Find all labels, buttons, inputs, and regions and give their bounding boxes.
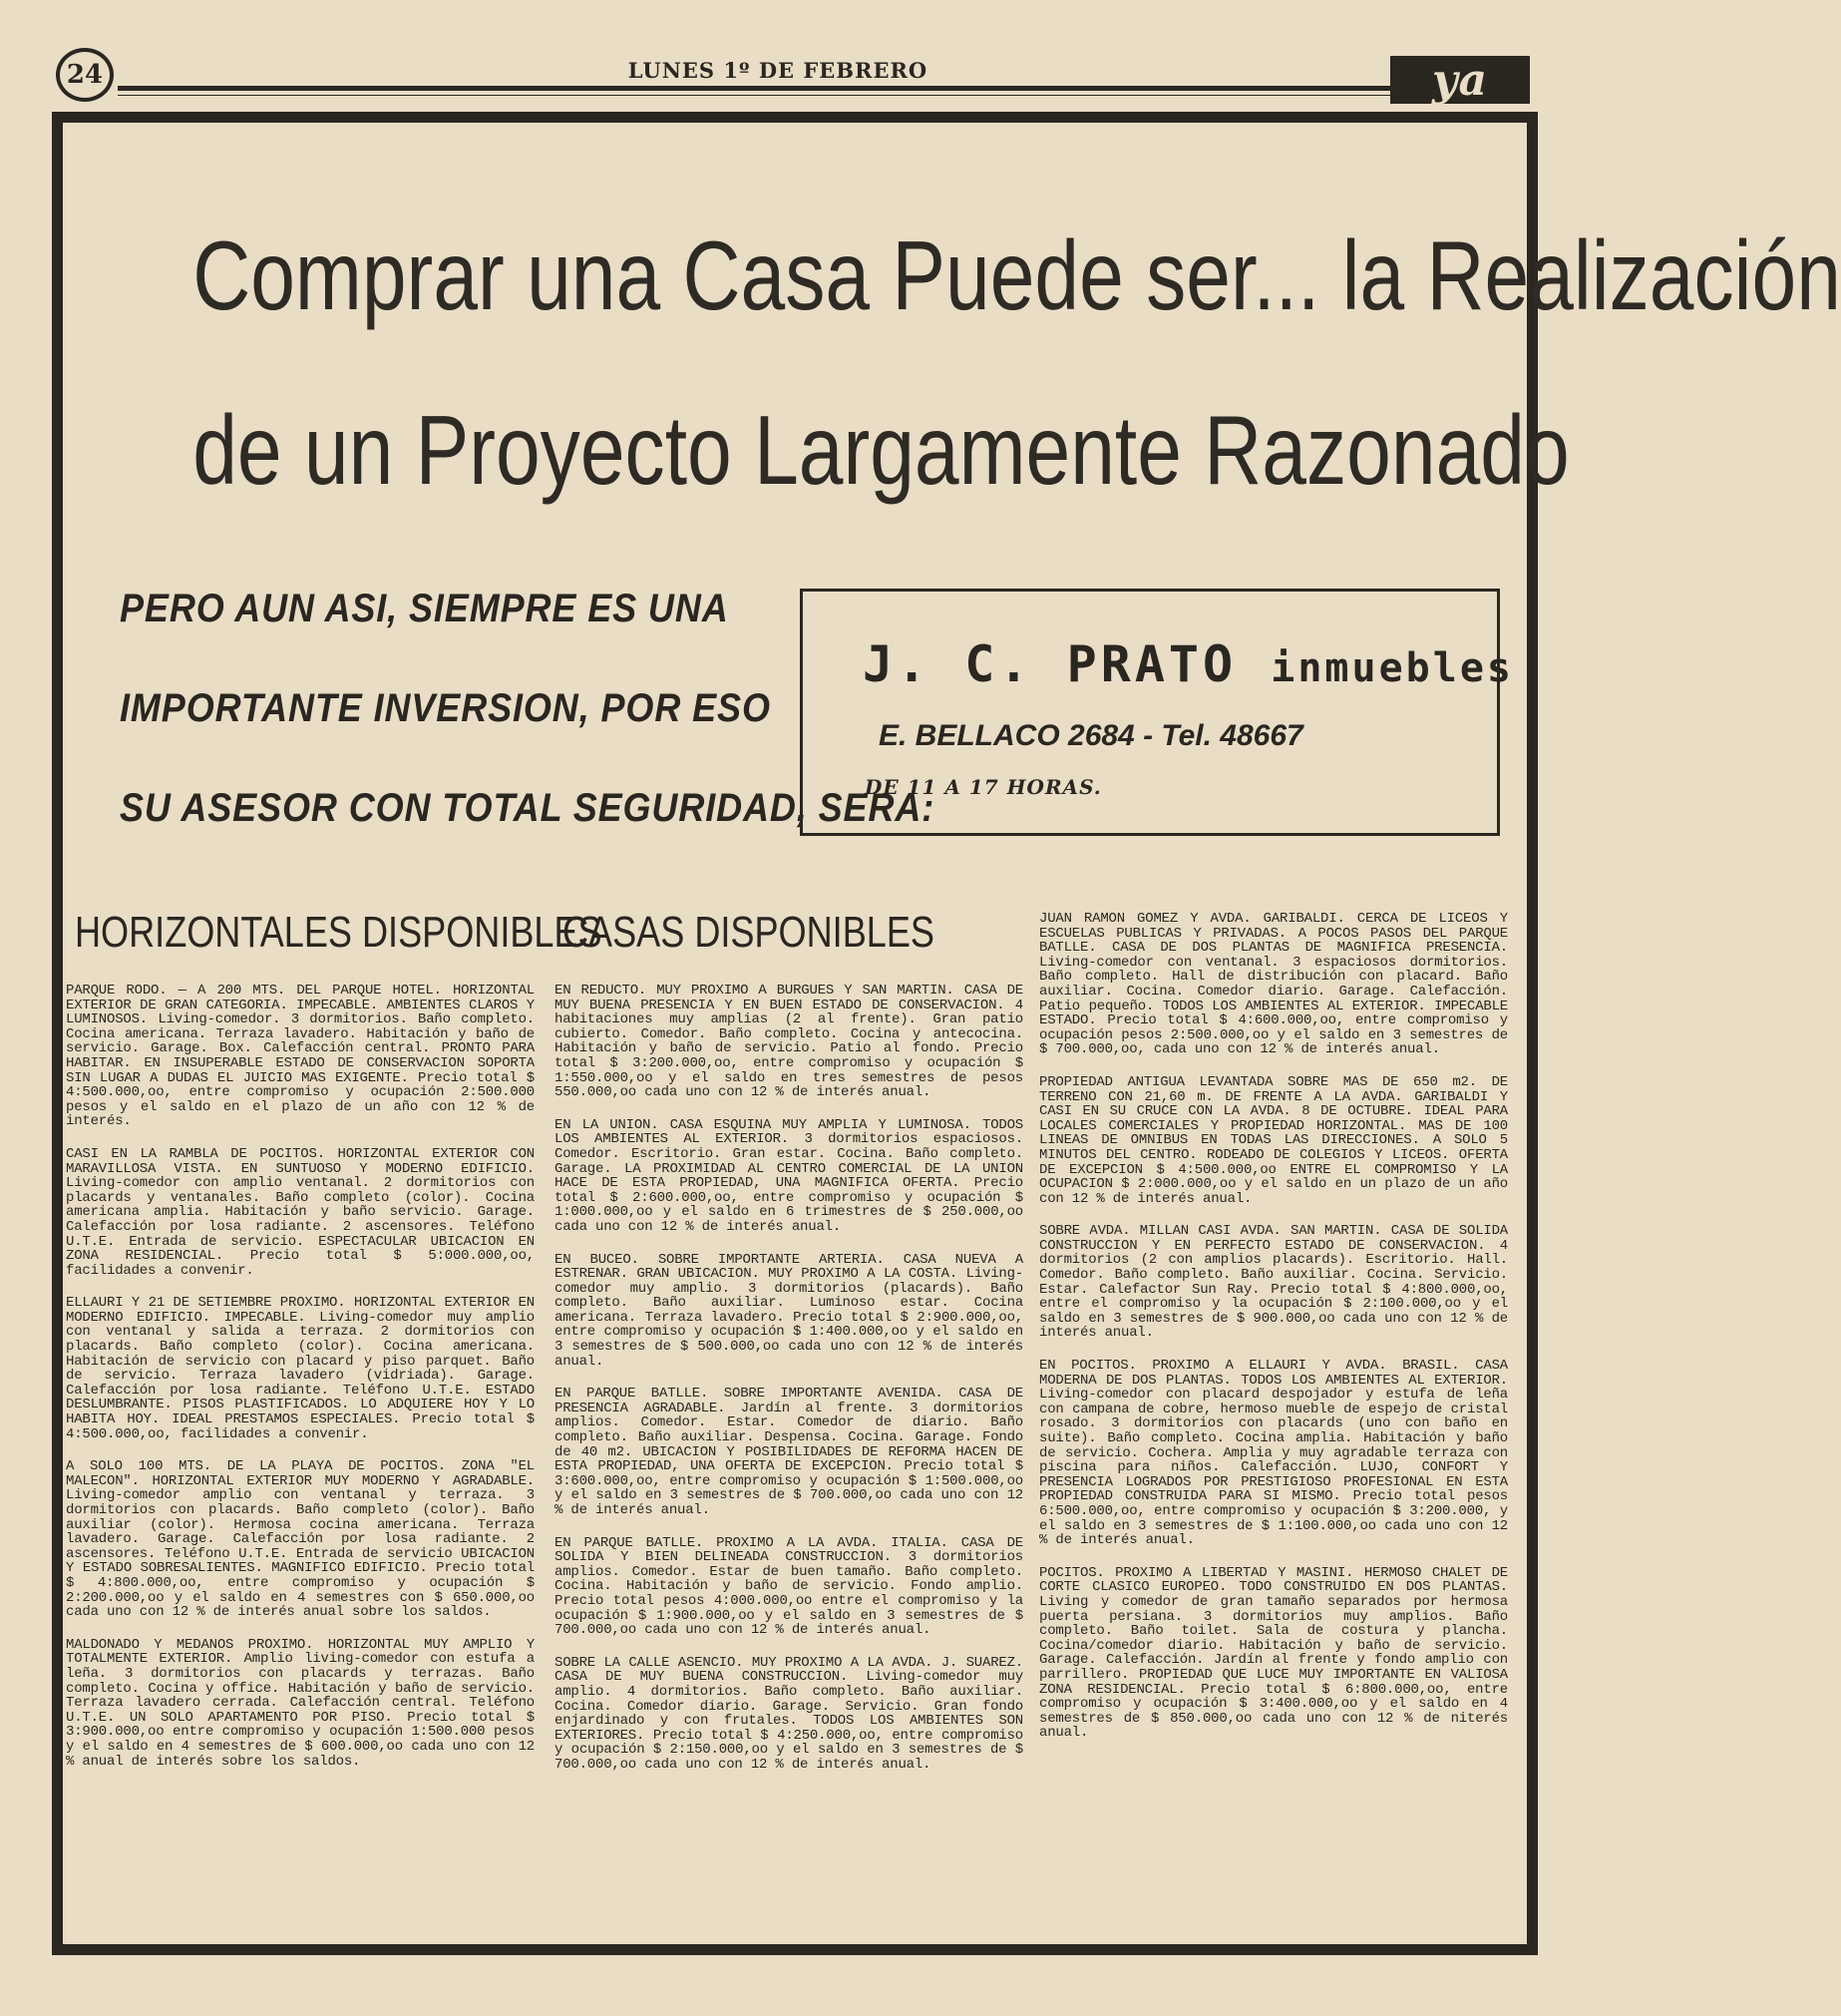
lead-line-2: IMPORTANTE INVERSION, POR ESO <box>120 686 771 730</box>
listing: EN BUCEO. SOBRE IMPORTANTE ARTERIA. CASA NUEVA A ESTRENAR. GRAN UBICACION. MUY PROXIMO A LA COSTA. Living-comedor muy amplio. 3 dormitorios (placards). Baño completo. Baño auxiliar. Luminoso estar. Cocina americana. Terraza lavadero. Precio total $ 2:900.000,oo, entre compromiso y ocupación $ 1:400.000,oo y el saldo en 3 semestres de $ 500.000,oo cada uno con 12 % de interés anual. <box>554 1251 1023 1370</box>
listing: SOBRE AVDA. MILLAN CASI AVDA. SAN MARTIN. CASA DE SOLIDA CONSTRUCCION Y EN PERFECTO ESTADO DE CONSERVACION. 4 dormitorios (2 con amplios placards). Escritorio. Hall. Comedor. Baño completo. Baño auxiliar. Cocina. Servicio. Estar. Calefactor Sun Ray. Precio total $ 4:800.000,oo, entre el compromiso y la ocupación $ 2:100.000,oo y el saldo en 3 semestres de $ 900.000,oo cada uno con 12 % de interés anual. <box>1039 1223 1508 1342</box>
listing: PROPIEDAD ANTIGUA LEVANTADA SOBRE MAS DE 650 m2. DE TERRENO CON 21,60 m. DE FRENTE A LA AVDA. GARIBALDI Y CASI EN SU CRUCE CON LA AVDA. 8 DE OCTUBRE. IDEAL PARA LOCALES COMERCIALES Y PROPIEDAD HORIZONTAL. MAS DE 100 LINEAS DE OMNIBUS EN TODAS LAS DIRECCIONES. A SOLO 5 MINUTOS DEL CENTRO. RODEADO DE COLEGIOS Y LICEOS. OFERTA DE EXCEPCION $ 4:500.000,oo ENTRE EL COMPROMISO Y LA OCUPACION $ 2:000.000,oo y el saldo en un plazo de un año con 12 % de interés anual. <box>1039 1073 1508 1207</box>
firm-box <box>800 589 1514 836</box>
listings-column-1 <box>66 984 535 1787</box>
header-rule-thin <box>118 95 1390 96</box>
listing: EN LA UNION. CASA ESQUINA MUY AMPLIA Y LUMINOSA. TODOS LOS AMBIENTES AL EXTERIOR. 3 dormitorios espaciosos. Comedor. Escritorio. Gran estar. Cocina. Baño completo. Garage. LA PROXIMIDAD AL CENTRO COMERCIAL DE LA UNION HACE DE ESTA PROPIEDAD, UNA MAGNIFICA OFERTA. Precio total $ 2:600.000,oo, entre compromiso y ocupación $ 1:000.000,oo y el saldo en 6 trimestres de $ 250.000,oo cada uno con 12 % de interés anual. <box>554 1116 1023 1235</box>
firm-name: J. C. PRATO <box>863 635 1238 693</box>
page-number: 24 <box>56 48 114 102</box>
lead-line-1: PERO AUN ASI, SIEMPRE ES UNA <box>120 587 729 630</box>
listings-column-2 <box>554 984 1023 1791</box>
firm-suffix: inmuebles <box>1271 645 1514 691</box>
listing: JUAN RAMON GOMEZ Y AVDA. GARIBALDI. CERCA DE LICEOS Y ESCUELAS PUBLICAS Y PRIVADAS. A POCOS PASOS DEL PARQUE BATLLE. CASA DE DOS PLANTAS DE MAGNIFICA PRESENCIA. Living-comedor con ventanal. 3 espaciosos dormitorios. Baño completo. Hall de distribución con placard. Baño auxiliar. Cocina. Comedor diario. Garage. Calefacción. Patio pequeño. TODOS LOS AMBIENTES AL EXTERIOR. IMPECABLE ESTADO. Precio total $ 4:600.000,oo, entre compromiso y ocupación pesos 2:500.000,oo y el saldo en 3 semestres de $ 700.000,oo, cada uno con 12 % de interés anual. <box>1039 911 1508 1058</box>
listing: SOBRE LA CALLE ASENCIO. MUY PROXIMO A LA AVDA. J. SUAREZ. CASA DE MUY BUENA CONSTRUCCION. Living-comedor muy amplio. 4 dormitorios. Baño completo. Baño auxiliar. Cocina. Comedor diario. Garage. Servicio. Gran fondo enjardinado y con frutales. TODOS LOS AMBIENTES SON EXTERIORES. Precio total $ 4:250.000,oo, entre compromiso y ocupación $ 2:150.000,oo y el saldo en 3 semestres de $ 700.000,oo cada uno con 12 % de interés anual. <box>554 1654 1023 1773</box>
newspaper-logo: ya <box>1390 56 1530 104</box>
listing: EN PARQUE BATLLE. PROXIMO A LA AVDA. ITALIA. CASA DE SOLIDA Y BIEN DELINEADA CONSTRUCCION. 3 dormitorios amplios. Comedor. Estar de buen tamaño. Baño completo. Cocina. Habitación y baño de servicio. Fondo amplio. Precio total pesos 4:000.000,oo entre el compromiso y la ocupación $ 1:900.000,oo y el saldo en 3 semestres de $ 700.000,oo cada uno con 12 % de interés anual. <box>554 1534 1023 1639</box>
lead-line-3: SU ASESOR CON TOTAL SEGURIDAD, SERA: <box>120 786 935 830</box>
headline-line-2: de un Proyecto Largamente Razonado <box>192 395 1570 505</box>
listing: MALDONADO Y MEDANOS PROXIMO. HORIZONTAL MUY AMPLIO Y TOTALMENTE EXTERIOR. Amplio living-comedor con estufa a leña. 3 dormitorios con placards y terrazas. Baño completo. Cocina y office. Habitación y baño de servicio. Terraza lavadero cerrada. Calefacción central. Teléfono U.T.E. UN SOLO APARTAMENTO POR PISO. Precio total $ 3:900.000,oo entre compromiso y ocupación 1:500.000 pesos y el saldo en 4 semestres de $ 600.000,oo cada uno con 12 % anual de interés sobre los saldos. <box>66 1636 535 1770</box>
firm-hours: DE 11 A 17 HORAS. <box>865 775 1102 799</box>
firm-address: E. BELLACO 2684 - Tel. 48667 <box>879 719 1303 752</box>
headline-line-1: Comprar una Casa Puede ser... la Realización <box>192 220 1841 330</box>
listing: EN POCITOS. PROXIMO A ELLAURI Y AVDA. BRASIL. CASA MODERNA DE DOS PLANTAS. TODOS LOS AMBIENTES AL EXTERIOR. Living-comedor con placard despojador y estufa de leña con campana de cobre, hermoso mueble de espejo de cristal rosado. 3 dormitorios con placards (uno con baño en suite). Baño completo. Cocina amplia. Habitación y baño de servicio. Cochera. Amplia y muy agradable terraza con piscina para niños. Calefacción. LUJO, CONFORT Y PRESENCIA LOGRADOS POR PRESTIGIOSO PROFESIONAL EN ESTA PROPIEDAD CONSTRUIDA PARA SI MISMO. Precio total pesos 6:500.000,oo, entre compromiso y ocupación $ 3:200.000, y el saldo en 3 semestres de $ 1:100.000,oo cada uno con 12 % de interés anual. <box>1039 1358 1508 1549</box>
section-title-horizontales: HORIZONTALES DISPONIBLES <box>75 908 602 957</box>
listing: EN REDUCTO. MUY PROXIMO A BURGUES Y SAN MARTIN. CASA DE MUY BUENA PRESENCIA Y EN BUEN ESTADO DE CONSERVACION. 4 habitaciones muy amplias (2 al frente). Gran patio cubierto. Comedor. Baño completo. Cocina y antecocina. Habitación y baño de servicio. Patio al fondo. Precio total $ 3:200.000,oo, entre compromiso y ocupación $ 1:550.000,oo y el saldo en tres semestres de pesos 550.000,oo cada uno con 12 % de interés anual. <box>554 983 1023 1101</box>
page-date: LUNES 1º DE FEBRERO <box>627 58 928 83</box>
section-title-casas: CASAS DISPONIBLES <box>562 908 934 957</box>
listing: POCITOS. PROXIMO A LIBERTAD Y MASINI. HERMOSO CHALET DE CORTE CLASICO EUROPEO. TODO CONSTRUIDO EN DOS PLANTAS. Living y comedor de gran tamaño separados por hermosa puerta persiana. 3 dormitorios muy amplios. Baño completo. Baño toilet. Sala de costura y plancha. Cocina/comedor diario. Habitación y baño de servicio. Garage. Calefacción. Jardín al frente y fondo amplio con parrillero. PROPIEDAD QUE LUCE MUY IMPORTANTE EN VALIOSA ZONA RESIDENCIAL. Precio total $ 6:800.000,oo, entre compromiso y ocupación $ 3:400.000,oo y el saldo en 4 semestres de $ 850.000,oo cada uno con 12 % de niterés anual. <box>1039 1564 1508 1742</box>
listing: A SOLO 100 MTS. DE LA PLAYA DE POCITOS. ZONA "EL MALECON". HORIZONTAL EXTERIOR MUY MODERNO Y AGRADABLE. Living-comedor amplio con ventanal y terraza. 3 dormitorios con placards. Baño completo (color). Baño auxiliar (color). Hermosa cocina americana. Terraza lavadero. Garage. Calefacción por losa radiante. 2 ascensores. Teléfono U.T.E. Entrada de servicio UBICACION Y ESTADO SOBRESALIENTES. MAGNIFICO EDIFICIO. Precio total $ 4:800.000,oo, entre compromiso y ocupación $ 2:200.000,oo y el saldo en 4 semestres con $ 650.000,oo cada uno con 12 % de interés anual sobre los saldos. <box>66 1458 535 1621</box>
listing: ELLAURI Y 21 DE SETIEMBRE PROXIMO. HORIZONTAL EXTERIOR EN MODERNO EDIFICIO. IMPECABLE. Living-comedor muy amplio con ventanal y salida a terraza. 2 dormitorios con placards. Baño completo (color). Cocina americana. Habitación de servicio con placard y piso parquet. Baño de servicio. Terraza lavadero (vidriada). Garage. Calefacción por losa radiante. Teléfono U.T.E. ESTADO DESLUMBRANTE. PISOS PLASTIFICADOS. LO ADQUIERE HOY Y LO HABITA HOY. IDEAL PRESTAMOS ESPECIALES. Precio total $ 4:500.000,oo, facilidades a convenir. <box>66 1295 535 1442</box>
header-rule <box>118 86 1390 91</box>
listing: EN PARQUE BATLLE. SOBRE IMPORTANTE AVENIDA. CASA DE PRESENCIA AGRADABLE. Jardín al frente. 3 dormitorios amplios. Comedor. Estar. Comedor de diario. Baño completo. Baño auxiliar. Despensa. Cocina. Garage. Fondo de 40 m2. UBICACION Y POSIBILIDADES DE REFORMA HACEN DE ESTA PROPIEDAD, UNA OFERTA DE EXCEPCION. Precio total $ 3:600.000,oo, entre compromiso y ocupación $ 1:500.000,oo y el saldo en 3 semestres de $ 700.000,oo cada uno con 12 % de interés anual. <box>554 1386 1023 1518</box>
firm-name-line <box>863 635 1514 693</box>
listing: CASI EN LA RAMBLA DE POCITOS. HORIZONTAL EXTERIOR CON MARAVILLOSA VISTA. EN SUNTUOSO Y MODERNO EDIFICIO. Living-comedor con amplio ventanal. 2 dormitorios con placards y ventanales. Baño completo (color). Cocina americana amplia. Habitación y baño servicio. Garage. Calefacción por losa radiante. 2 ascensores. Teléfono U.T.E. Entrada de servicio. ESPECTACULAR UBICACION EN ZONA RESIDENCIAL. Precio total $ 5:000.000,oo, facilidades a convenir. <box>66 1145 535 1279</box>
listings-column-3 <box>1039 912 1508 1759</box>
listing: PARQUE RODO. — A 200 MTS. DEL PARQUE HOTEL. HORIZONTAL EXTERIOR DE GRAN CATEGORIA. IMPECABLE. AMBIENTES CLAROS Y LUMINOSOS. Living-comedor. 3 dormitorios. Baño completo. Cocina americana. Terraza lavadero. Habitación y baño de servicio. Garage. Box. Calefacción central. PRONTO PARA HABITAR. EN INSUPERABLE ESTADO DE CONSERVACION SOPORTA SIN LUGAR A DUDAS EL JUICIO MAS EXIGENTE. Precio total $ 4:500.000,oo, entre compromiso y ocupación 2:500.000 pesos y el saldo en el plazo de un año con 12 % de interés. <box>66 983 535 1130</box>
